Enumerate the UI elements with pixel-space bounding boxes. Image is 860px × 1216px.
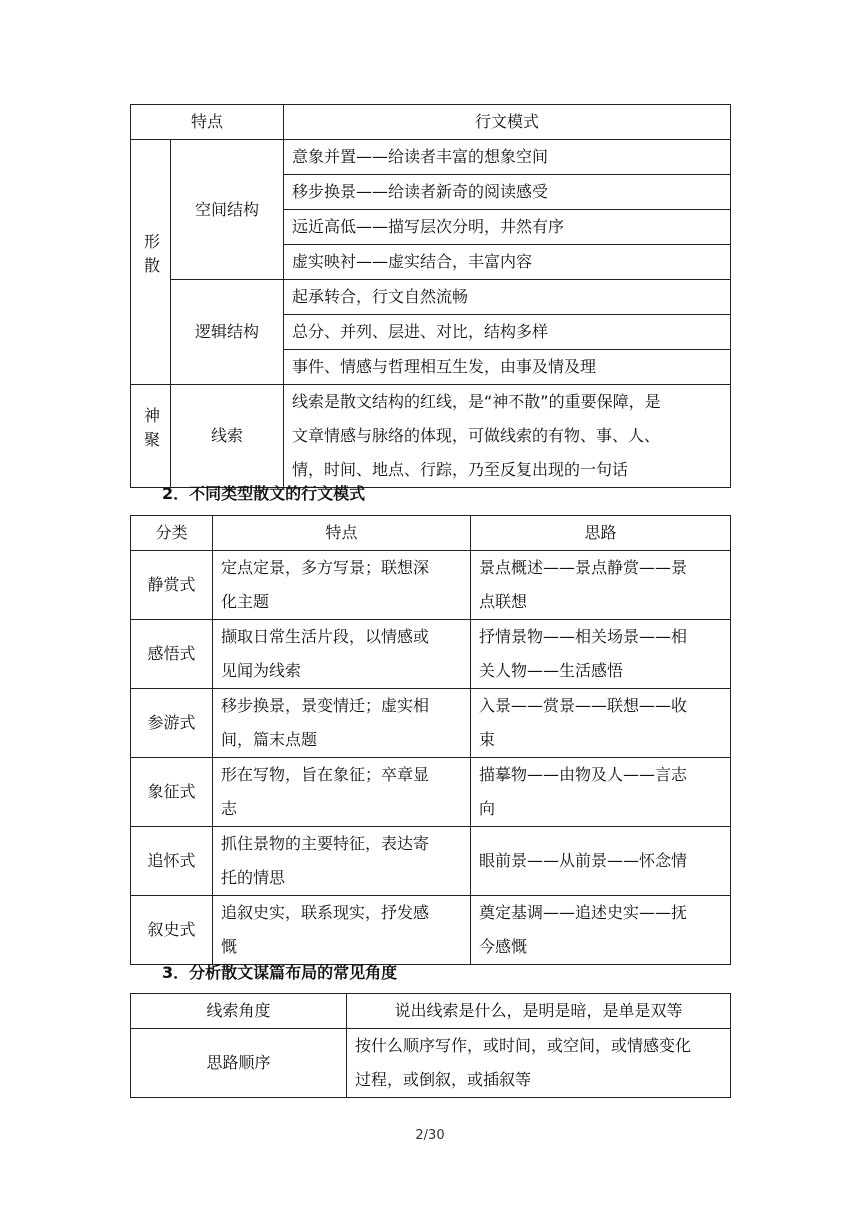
table-row xyxy=(131,758,731,827)
clue-description xyxy=(284,385,731,488)
cell-line: 说出线索是什么，是明是暗，是单是双等 xyxy=(394,1001,683,1020)
cell-line: 点联想 xyxy=(479,592,528,611)
table-row xyxy=(131,827,731,896)
angle-text xyxy=(347,1029,731,1098)
cell-line: 追叙史实，联系现实，抒发感 xyxy=(221,903,430,922)
layout-angles-table xyxy=(130,993,731,1098)
logic-row: 起承转合，行文自然流畅 xyxy=(284,280,731,315)
feature-cell xyxy=(213,551,471,620)
section-heading-2: 2．不同类型散文的行文模式 xyxy=(162,484,366,503)
type-cell: 参游式 xyxy=(131,689,213,758)
cell-line: 奠定基调——追述史实——抚 xyxy=(479,903,688,922)
logic-row: 事件、情感与哲理相互生发，由事及情及理 xyxy=(284,350,731,385)
cell-line: 托的情思 xyxy=(221,868,286,887)
header-type: 分类 xyxy=(131,516,213,551)
spatial-row: 意象并置——给读者丰富的想象空间 xyxy=(284,140,731,175)
type-cell: 静赏式 xyxy=(131,551,213,620)
cell-line: 景点概述——景点静赏——景 xyxy=(479,558,688,577)
idea-cell xyxy=(471,896,731,965)
idea-cell xyxy=(471,758,731,827)
table-row xyxy=(131,689,731,758)
cell-line: 抒情景物——相关场景——相 xyxy=(479,627,688,646)
header-feature: 特点 xyxy=(131,105,284,140)
feature-cell xyxy=(213,758,471,827)
feature-cell xyxy=(213,689,471,758)
section-heading-3: 3．分析散文谋篇布局的常见角度 xyxy=(162,963,398,982)
spatial-structure-label: 空间结构 xyxy=(171,140,284,280)
logic-row: 总分、并列、层进、对比，结构多样 xyxy=(284,315,731,350)
angle-label: 线索角度 xyxy=(131,994,347,1029)
group-label-xing-san xyxy=(131,140,171,385)
cell-line: 入景——赏景——联想——收 xyxy=(479,696,688,715)
cell-line: 眼前景——从前景——怀念情 xyxy=(479,851,688,870)
cell-line: 过程，或倒叙，或插叙等 xyxy=(355,1070,532,1089)
table-row xyxy=(131,551,731,620)
cell-line: 化主题 xyxy=(221,592,270,611)
page-number: 2/30 xyxy=(415,1128,445,1143)
idea-cell xyxy=(471,827,731,896)
angle-text xyxy=(347,994,731,1029)
logic-structure-label: 逻辑结构 xyxy=(171,280,284,385)
table-row xyxy=(131,1029,731,1098)
table-row xyxy=(131,896,731,965)
group-label-text: 形散 xyxy=(141,233,161,281)
header-feature: 特点 xyxy=(213,516,471,551)
idea-cell xyxy=(471,551,731,620)
idea-cell xyxy=(471,620,731,689)
cell-line: 关人物——生活感悟 xyxy=(479,661,624,680)
type-cell: 叙史式 xyxy=(131,896,213,965)
spatial-row: 虚实映衬——虚实结合，丰富内容 xyxy=(284,245,731,280)
cell-line: 向 xyxy=(479,799,496,818)
idea-cell xyxy=(471,689,731,758)
type-cell: 追怀式 xyxy=(131,827,213,896)
spatial-row: 远近高低——描写层次分明，井然有序 xyxy=(284,210,731,245)
prose-types-table xyxy=(130,515,731,965)
group-label-text: 神聚 xyxy=(141,407,161,455)
cell-line: 见闻为线索 xyxy=(221,661,302,680)
cell-line: 按什么顺序写作，或时间，或空间，或情感变化 xyxy=(355,1036,692,1055)
type-cell: 感悟式 xyxy=(131,620,213,689)
feature-cell xyxy=(213,620,471,689)
cell-line: 间，篇末点题 xyxy=(221,730,318,749)
cell-line: 束 xyxy=(479,730,496,749)
clue-line: 线索是散文结构的红线，是“神不散”的重要保障，是 xyxy=(292,392,661,411)
table-row xyxy=(131,620,731,689)
cell-line: 志 xyxy=(221,799,238,818)
clue-label: 线索 xyxy=(171,385,284,488)
cell-line: 定点定景，多方写景；联想深 xyxy=(221,558,430,577)
cell-line: 今感慨 xyxy=(479,937,528,956)
feature-cell xyxy=(213,896,471,965)
cell-line: 形在写物，旨在象征；卒章显 xyxy=(221,765,430,784)
cell-line: 抓住景物的主要特征，表达寄 xyxy=(221,834,430,853)
table-row xyxy=(131,994,731,1029)
cell-line: 描摹物——由物及人——言志 xyxy=(479,765,688,784)
group-label-shen-ju xyxy=(131,385,171,488)
cell-line: 撷取日常生活片段，以情感或 xyxy=(221,627,430,646)
clue-line: 情，时间、地点、行踪，乃至反复出现的一句话 xyxy=(292,460,629,479)
angle-label: 思路顺序 xyxy=(131,1029,347,1098)
clue-line: 文章情感与脉络的体现，可做线索的有物、事、人、 xyxy=(292,426,661,445)
cell-line: 移步换景，景变情迁；虚实相 xyxy=(221,696,430,715)
header-idea: 思路 xyxy=(471,516,731,551)
cell-line: 慨 xyxy=(221,937,238,956)
header-writing-mode: 行文模式 xyxy=(284,105,731,140)
spatial-row: 移步换景——给读者新奇的阅读感受 xyxy=(284,175,731,210)
structure-table xyxy=(130,104,731,488)
type-cell: 象征式 xyxy=(131,758,213,827)
feature-cell xyxy=(213,827,471,896)
